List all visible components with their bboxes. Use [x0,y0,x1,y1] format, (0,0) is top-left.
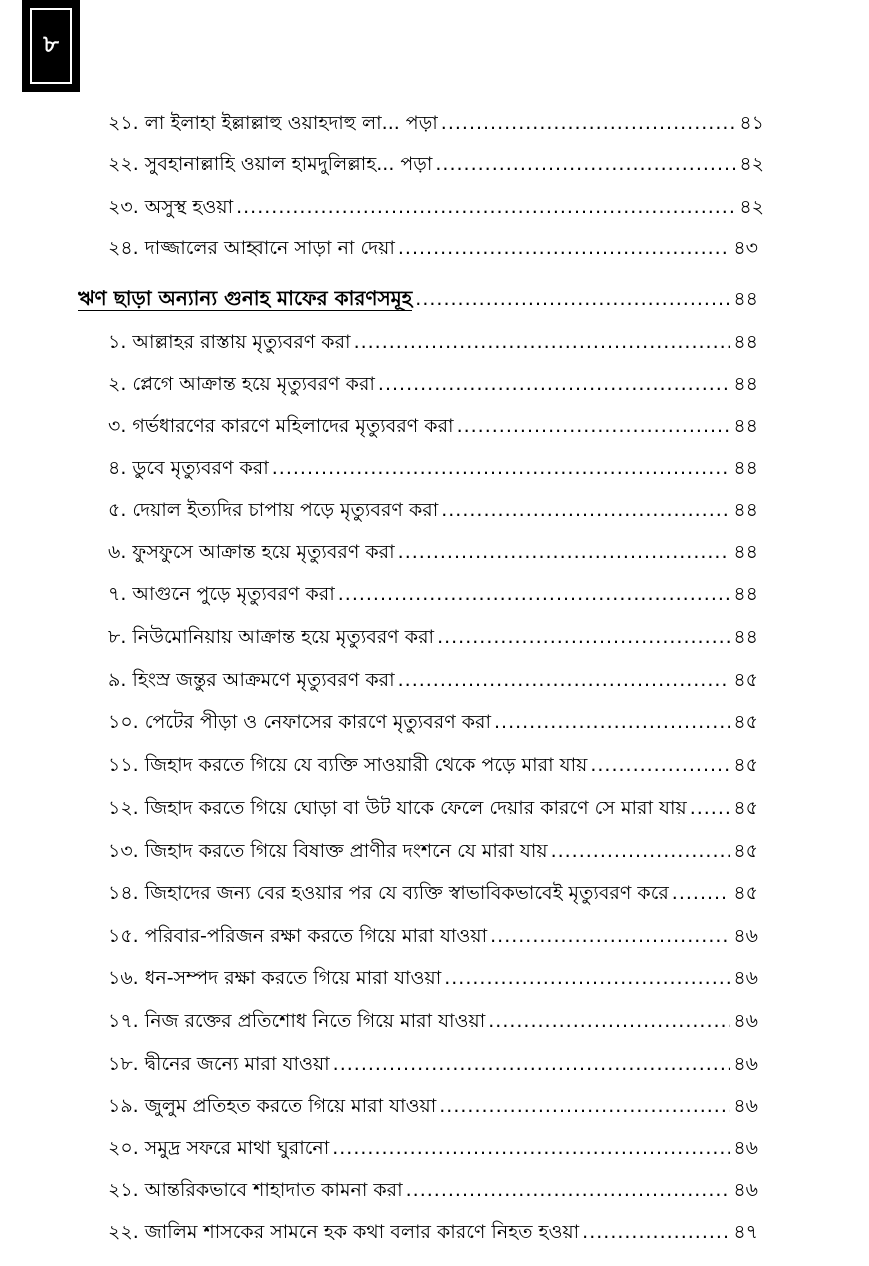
toc-entry[interactable] [108,625,758,649]
toc-entry-label: ২. প্লেগে আক্রান্ত হয়ে মৃত্যুবরণ করা [108,373,375,395]
toc-entry-page: ৪১ [739,112,764,134]
toc-entry-page: ৪৬ [733,1053,758,1075]
leader-dots [435,152,736,176]
toc-entry-page: ৪৪ [733,288,758,310]
toc-entry[interactable] [108,796,758,820]
toc-entry-page: ৪৪ [733,499,758,521]
toc-entry[interactable] [108,414,758,438]
toc-entry[interactable] [108,1052,758,1076]
leader-dots [437,625,730,649]
toc-entry[interactable] [108,839,758,863]
toc-entry[interactable] [108,540,758,564]
toc-entry[interactable] [108,152,764,176]
toc-entry-label: ১৭. নিজ রক্তের প্রতিশোধ নিতে গিয়ে মারা যাওয়া [108,1010,486,1032]
page-number: ৮ [30,8,72,84]
toc-entry[interactable] [108,1178,758,1202]
toc-entry-label: ২০. সমুদ্র সফরে মাথা ঘুরানো [108,1137,330,1159]
toc-entry-page: ৪৭ [733,1221,758,1243]
toc-entry[interactable] [108,1009,758,1033]
leader-dots [441,111,737,135]
toc-entry[interactable] [108,1094,758,1118]
leader-dots [338,582,731,606]
toc-entry-page: ৪৪ [733,373,758,395]
toc-entry-page: ৪৫ [733,882,758,904]
toc-entry-page: ৪২ [739,196,764,218]
toc-entry-label: ৪. ডুবে মৃত্যুবরণ করা [108,457,269,479]
leader-dots [457,414,731,438]
toc-entry[interactable] [108,498,758,522]
toc-entry-label: ২৪. দাজ্জালের আহ্বানে সাড়া না দেয়া [108,237,395,259]
leader-dots [439,1094,730,1118]
toc-entry-label: ১৯. জুলুম প্রতিহত করতে গিয়ে মারা যাওয়া [108,1095,437,1117]
toc-entry-page: ৪৬ [733,1095,758,1117]
leader-dots [690,796,731,820]
leader-dots [672,881,731,905]
toc-entry-label: ২৩. অসুস্থ হওয়া [108,196,234,218]
toc-entry-label: ২২. সুবহানাল্লাহি ওয়াল হামদুলিল্লাহ... পড়া [108,153,433,175]
toc-section-heading[interactable] [78,286,758,311]
toc-entry[interactable] [108,753,758,777]
toc-entry-page: ৪৪ [733,331,758,353]
toc-entry[interactable] [108,111,764,135]
leader-dots [415,287,730,311]
toc-entry-label: ৭. আগুনে পুড়ে মৃত্যুবরণ করা [108,583,335,605]
toc-entry[interactable] [108,668,758,692]
toc-entry-page: ৪৬ [733,1179,758,1201]
toc-entry-page: ৪৩ [733,237,758,259]
toc-entry-label: ২১. লা ইলাহা ইল্লাল্লাহু ওয়াহদাহু লা... পড়া [108,112,438,134]
toc-entry-label: ১৬. ধন-সম্পদ রক্ষা করতে গিয়ে মারা যাওয়া [108,967,442,989]
leader-dots [272,456,731,480]
leader-dots [398,668,731,692]
leader-dots [332,1136,730,1160]
leader-dots [398,236,730,260]
toc-entry[interactable] [108,372,758,396]
toc-entry-label: ১০. পেটের পীড়া ও নেফাসের কারণে মৃত্যুবরণ করা [108,711,491,733]
toc-entry-label: ২২. জালিম শাসকের সামনে হক কথা বলার কারণে নিহত হওয়া [108,1221,580,1243]
leader-dots [551,839,731,863]
leader-dots [494,710,730,734]
toc-entry-page: ৪৬ [733,1137,758,1159]
leader-dots [236,195,736,219]
leader-dots [488,1009,730,1033]
toc-entry-page: ৪৪ [733,583,758,605]
toc-entry-label: ২১. আন্তরিকভাবে শাহাদাত কামনা করা [108,1179,403,1201]
toc-entry-label: ৫. দেয়াল ইত্যদির চাপায় পড়ে মৃত্যুবরণ করা [108,499,439,521]
toc-entry[interactable] [108,1220,758,1244]
toc-entry-page: ৪৫ [733,840,758,862]
toc-entry-page: ৪৫ [733,711,758,733]
toc-entry-page: ৪৫ [733,669,758,691]
toc-entry[interactable] [108,582,758,606]
leader-dots [490,924,730,948]
leader-dots [441,498,730,522]
toc-entry-page: ৪৪ [733,541,758,563]
toc-entry-label: ১৪. জিহাদের জন্য বের হওয়ার পর যে ব্যক্তি স্বাভাবিকভাবেই মৃত্যুবরণ করে [108,882,669,904]
leader-dots [406,1178,731,1202]
leader-dots [582,1220,730,1244]
toc-entry-page: ৪৫ [733,797,758,819]
toc-entry[interactable] [108,456,758,480]
toc-entry-page: ৪৫ [733,754,758,776]
leader-dots [444,966,730,990]
toc-entry-label: ১১. জিহাদ করতে গিয়ে যে ব্যক্তি সাওয়ারী থেকে পড়ে মারা যায় [108,754,588,776]
toc-entry-label: ১৮. দ্বীনের জন্যে মারা যাওয়া [108,1053,330,1075]
page-number-badge [22,0,80,92]
toc-entry[interactable] [108,710,758,734]
toc-entry-label: ৮. নিউমোনিয়ায় আক্রান্ত হয়ে মৃত্যুবরণ করা [108,626,435,648]
section-title: ঋণ ছাড়া অন্যান্য গুনাহ মাফের কারণসমূহ [78,286,413,310]
toc-entry-page: ৪৪ [733,457,758,479]
toc-entry-label: ৬. ফুসফুসে আক্রান্ত হয়ে মৃত্যুবরণ করা [108,541,395,563]
leader-dots [590,753,730,777]
toc-entry[interactable] [108,966,758,990]
toc-entry-label: ১৫. পরিবার-পরিজন রক্ষা করতে গিয়ে মারা যাওয়া [108,925,488,947]
toc-entry[interactable] [108,195,764,219]
toc-entry-label: ৩. গর্ভধারণের কারণে মহিলাদের মৃত্যুবরণ করা [108,415,454,437]
toc-entry[interactable] [108,924,758,948]
toc-entry-page: ৪৪ [733,626,758,648]
leader-dots [333,1052,731,1076]
toc-entry-label: ১. আল্লাহর রাস্তায় মৃত্যুবরণ করা [108,331,351,353]
toc-entry[interactable] [108,881,758,905]
toc-entry-label: ৯. হিংস্র জন্তুর আক্রমণে মৃত্যুবরণ করা [108,669,395,691]
toc-entry[interactable] [108,1136,758,1160]
toc-entry-page: ৪৬ [733,967,758,989]
toc-entry[interactable] [108,330,758,354]
toc-entry-page: ৪২ [739,153,764,175]
toc-entry[interactable] [108,236,758,260]
leader-dots [378,372,730,396]
toc-entry-page: ৪৬ [733,1010,758,1032]
leader-dots [398,540,731,564]
toc-entry-page: ৪৬ [733,925,758,947]
toc-entry-label: ১২. জিহাদ করতে গিয়ে ঘোড়া বা উট যাকে ফেলে দেয়ার কারণে সে মারা যায় [108,797,687,819]
toc-entry-label: ১৩. জিহাদ করতে গিয়ে বিষাক্ত প্রাণীর দংশনে যে মারা যায় [108,840,548,862]
leader-dots [354,330,731,354]
toc-entry-page: ৪৪ [733,415,758,437]
